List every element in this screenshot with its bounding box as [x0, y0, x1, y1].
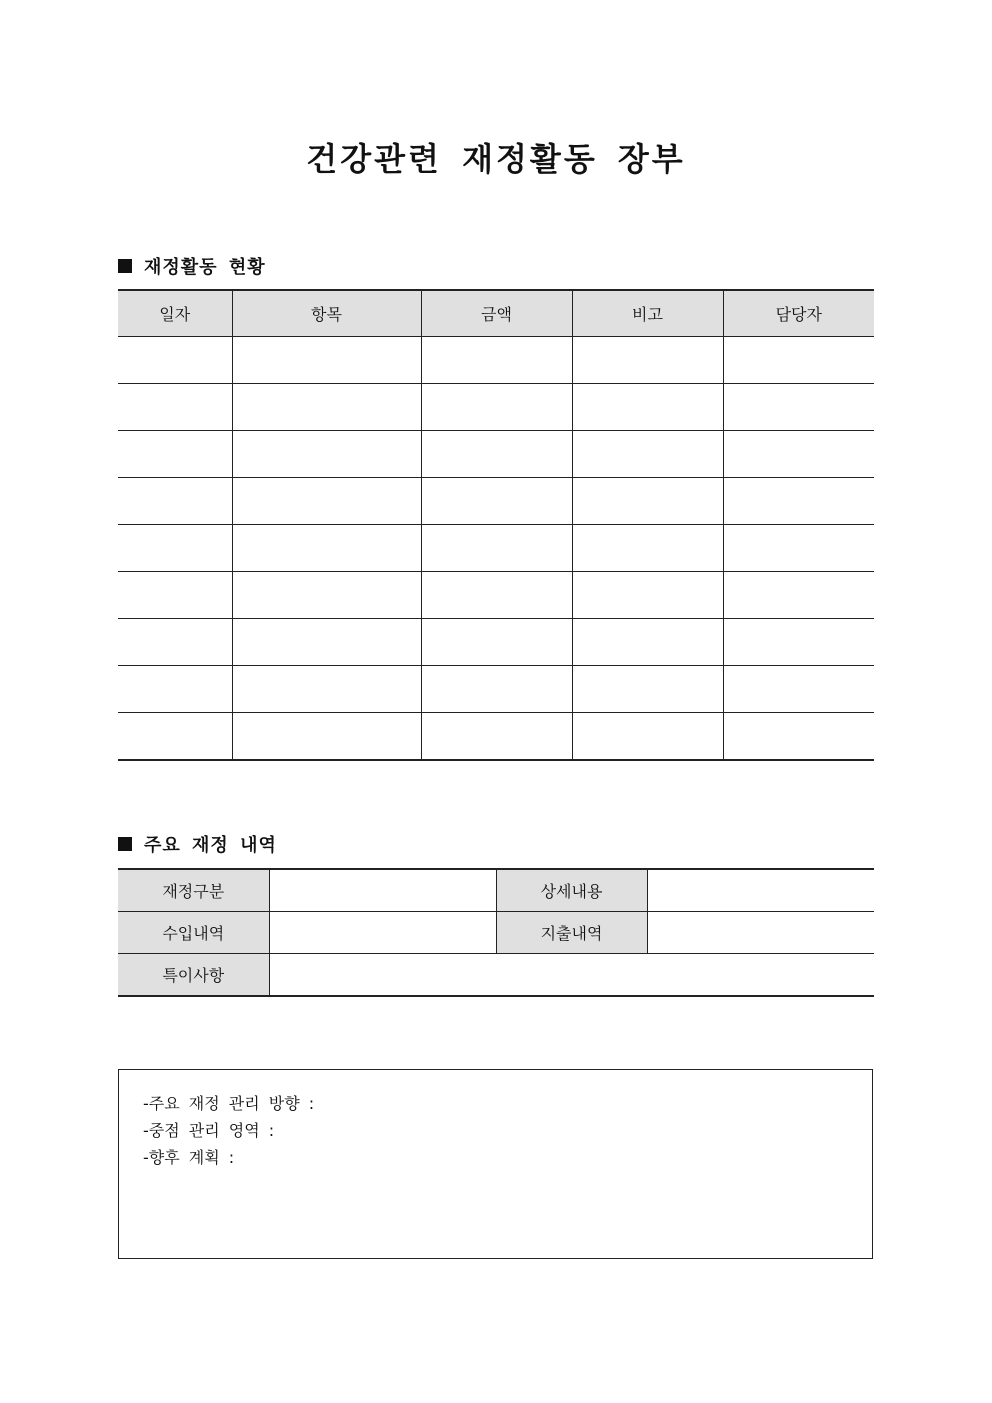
item-cell[interactable]	[232, 384, 421, 431]
manager-cell[interactable]	[723, 431, 874, 478]
manager-cell[interactable]	[723, 478, 874, 525]
remarks-field[interactable]	[269, 954, 874, 997]
item-cell[interactable]	[232, 572, 421, 619]
amount-cell[interactable]	[421, 525, 572, 572]
item-cell[interactable]	[232, 337, 421, 384]
ledger-header-row	[118, 290, 874, 337]
amount-cell[interactable]	[421, 713, 572, 761]
section-heading-label: 주요 재정 내역	[144, 835, 277, 856]
note-cell[interactable]	[572, 619, 723, 666]
black-square-icon	[118, 837, 132, 851]
note-cell[interactable]	[572, 431, 723, 478]
column-header-note: 비고	[572, 290, 723, 337]
section-heading-major-finance	[118, 831, 277, 857]
manager-cell[interactable]	[723, 619, 874, 666]
note-cell[interactable]	[572, 384, 723, 431]
amount-cell[interactable]	[421, 478, 572, 525]
item-cell[interactable]	[232, 525, 421, 572]
manager-cell[interactable]	[723, 337, 874, 384]
notes-line-focus: -중점 관리 영역 :	[143, 1121, 275, 1140]
black-square-icon	[118, 259, 132, 273]
date-cell[interactable]	[118, 713, 232, 761]
summary-table	[118, 868, 874, 997]
note-cell[interactable]	[572, 337, 723, 384]
finance-type-label: 재정구분	[118, 869, 269, 912]
details-label: 상세내용	[496, 869, 647, 912]
table-row	[118, 572, 874, 619]
amount-cell[interactable]	[421, 384, 572, 431]
amount-cell[interactable]	[421, 619, 572, 666]
finance-type-field[interactable]	[269, 869, 496, 912]
notes-box[interactable]	[118, 1069, 873, 1259]
amount-cell[interactable]	[421, 572, 572, 619]
amount-cell[interactable]	[421, 431, 572, 478]
page-title: 건강관련 재정활동 장부	[306, 140, 686, 178]
table-row	[118, 666, 874, 713]
item-cell[interactable]	[232, 431, 421, 478]
column-header-date: 일자	[118, 290, 232, 337]
notes-line-plan: -향후 계획 :	[143, 1148, 235, 1167]
notes-line-direction: -주요 재정 관리 방향 :	[143, 1094, 315, 1113]
note-cell[interactable]	[572, 666, 723, 713]
date-cell[interactable]	[118, 572, 232, 619]
manager-cell[interactable]	[723, 666, 874, 713]
date-cell[interactable]	[118, 337, 232, 384]
manager-cell[interactable]	[723, 572, 874, 619]
date-cell[interactable]	[118, 525, 232, 572]
table-row	[118, 619, 874, 666]
amount-cell[interactable]	[421, 666, 572, 713]
ledger-table	[118, 289, 874, 761]
item-cell[interactable]	[232, 666, 421, 713]
date-cell[interactable]	[118, 619, 232, 666]
expense-label: 지출내역	[496, 912, 647, 954]
note-cell[interactable]	[572, 478, 723, 525]
note-cell[interactable]	[572, 572, 723, 619]
details-field[interactable]	[647, 869, 874, 912]
column-header-amount: 금액	[421, 290, 572, 337]
table-row	[118, 337, 874, 384]
summary-row	[118, 869, 874, 912]
item-cell[interactable]	[232, 713, 421, 761]
manager-cell[interactable]	[723, 713, 874, 761]
table-row	[118, 478, 874, 525]
item-cell[interactable]	[232, 619, 421, 666]
table-row	[118, 384, 874, 431]
income-label: 수입내역	[118, 912, 269, 954]
item-cell[interactable]	[232, 478, 421, 525]
table-row	[118, 431, 874, 478]
summary-row	[118, 912, 874, 954]
date-cell[interactable]	[118, 384, 232, 431]
table-row	[118, 713, 874, 761]
section-heading-label: 재정활동 현황	[144, 257, 266, 278]
expense-field[interactable]	[647, 912, 874, 954]
remarks-label: 특이사항	[118, 954, 269, 997]
date-cell[interactable]	[118, 431, 232, 478]
column-header-item: 항목	[232, 290, 421, 337]
column-header-manager: 담당자	[723, 290, 874, 337]
note-cell[interactable]	[572, 713, 723, 761]
section-heading-status	[118, 253, 266, 279]
manager-cell[interactable]	[723, 384, 874, 431]
amount-cell[interactable]	[421, 337, 572, 384]
date-cell[interactable]	[118, 478, 232, 525]
table-row	[118, 525, 874, 572]
summary-row	[118, 954, 874, 997]
date-cell[interactable]	[118, 666, 232, 713]
income-field[interactable]	[269, 912, 496, 954]
note-cell[interactable]	[572, 525, 723, 572]
manager-cell[interactable]	[723, 525, 874, 572]
